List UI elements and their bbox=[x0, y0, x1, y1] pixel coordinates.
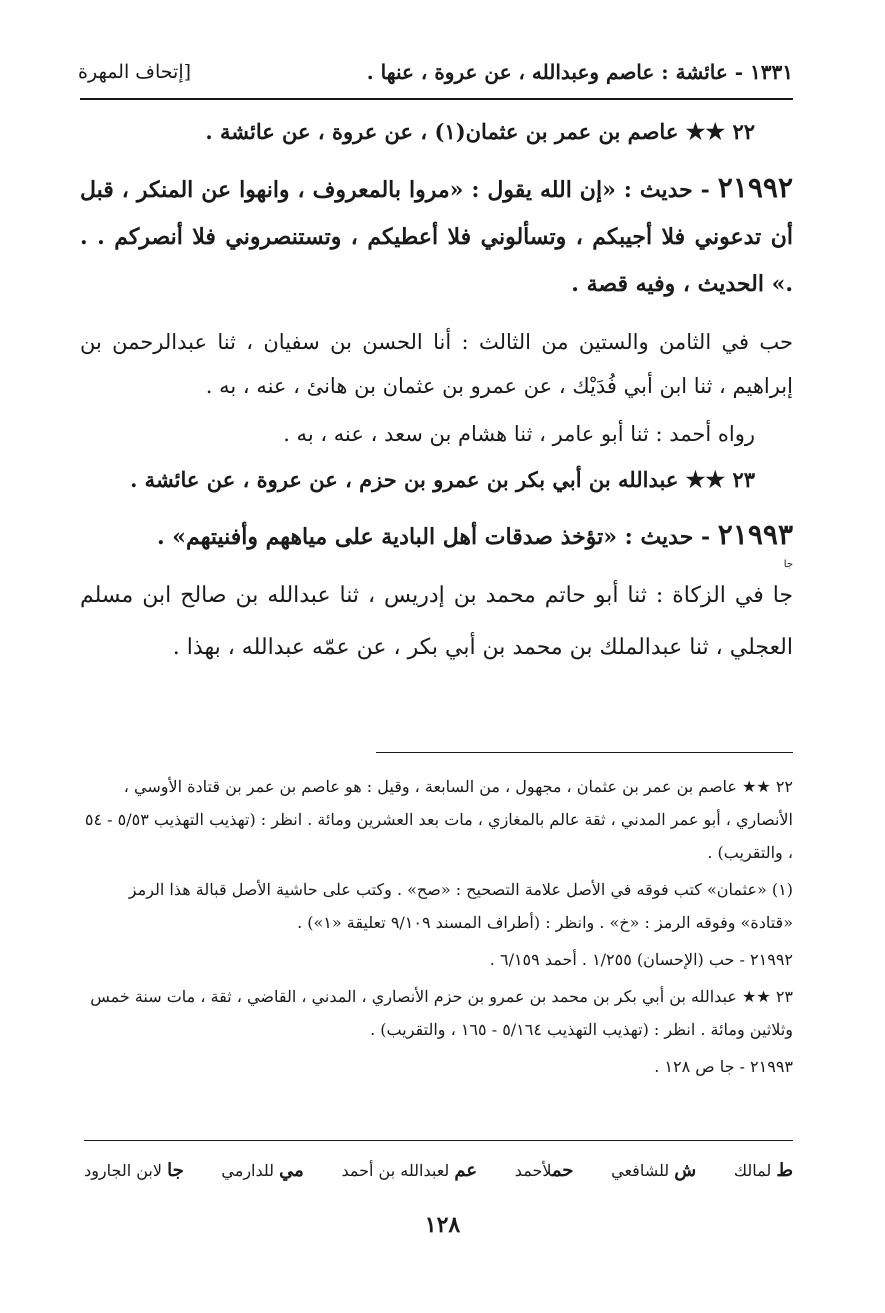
hadith-text: - حديث : «تؤخذ صدقات أهل البادية على مياههم وأفنيتهم» . bbox=[156, 524, 711, 550]
source-citation: جا في الزكاة : ثنا أبو حاتم محمد بن إدريس ، ثنا عبدالله بن صالح ابن مسلم العجلي ، ثنا عبدالملك بن محمد بن أبي بكر ، عن عمّه عبدالله ، بهذا . bbox=[80, 583, 793, 660]
footnote: ٢٢ ★★ عاصم بن عمر بن عثمان ، مجهول ، من السابعة ، وقيل : هو عاصم بن عمر بن قتادة الأوسي ، الأنصاري ، أبو عمر المدني ، ثقة عالم بالمغازي ، مات بعد العشرين ومائة . انظر : (تهذيب التهذيب ٥/٥٣ - ٥٤ ، والتقريب) . bbox=[84, 777, 793, 862]
footnote: (١) «عثمان» كتب فوقه في الأصل علامة التصحيح : «صح» . وكتب على حاشية الأصل قبالة هذا الرمز «قتادة» وفوقه الرمز : «خ» . وانظر : (أطراف المسند ٩/١٠٩ تعليقة «١») . bbox=[128, 880, 793, 932]
hadith-number: ٢١٩٩٢ bbox=[717, 171, 793, 204]
double-star-icon: ★★ bbox=[685, 467, 726, 493]
source-marker: جا bbox=[783, 559, 793, 570]
abbreviation-item: ط لمالك bbox=[733, 1159, 793, 1181]
narrator-text: عاصم بن عمر بن عثمان(١) ، عن عروة ، عن عائشة . bbox=[205, 119, 679, 144]
footnote-divider bbox=[376, 752, 793, 753]
abbreviation-item: مي للدارمي bbox=[221, 1159, 304, 1181]
narrator-number: ٢٣ bbox=[732, 467, 755, 492]
hadith-text: - حديث : «إن الله يقول : «مروا بالمعروف ، وانهوا عن المنكر ، قبل أن تدعوني فلا أجيبكم ، وتسألوني فلا أعطيكم ، وتستنصروني فلا أنصركم . . .» الحديث ، وفيه قصة . bbox=[80, 177, 793, 297]
footnotes bbox=[80, 770, 793, 1083]
header-divider bbox=[80, 98, 793, 100]
page-header bbox=[78, 52, 793, 92]
abbreviation-item: جا لابن الجارود bbox=[84, 1159, 184, 1181]
narrator-text: عبدالله بن أبي بكر بن عمرو بن حزم ، عن عروة ، عن عائشة . bbox=[130, 467, 679, 492]
abbreviations-legend bbox=[84, 1152, 793, 1188]
book-title: [إتحاف المهرة bbox=[78, 61, 192, 83]
double-star-icon: ★★ bbox=[685, 119, 726, 145]
hadith-entry bbox=[80, 164, 793, 308]
source-citation: حب في الثامن والستين من الثالث : أنا الحسن بن سفيان ، ثنا عبدالرحمن بن إبراهيم ، ثنا ابن أبي فُدَيْك ، عن عمرو بن عثمان بن هانئ ، عنه ، به . bbox=[80, 330, 793, 398]
page-number: ١٢٨ bbox=[424, 1212, 461, 1238]
footnote: ٢١٩٩٢ - حب (الإحسان) ١/٢٥٥ . أحمد ٦/١٥٩ . bbox=[489, 950, 793, 969]
abbreviations-divider bbox=[84, 1140, 793, 1141]
footnote: ٢١٩٩٣ - جا ص ١٢٨ . bbox=[654, 1057, 793, 1076]
main-text bbox=[80, 112, 793, 674]
section-title: ١٣٣١ - عائشة : عاصم وعبدالله ، عن عروة ، عنها . bbox=[366, 60, 793, 84]
narrator-heading bbox=[80, 112, 793, 152]
abbreviation-item: عم لعبدالله بن أحمد bbox=[341, 1159, 478, 1181]
narrator-heading bbox=[80, 460, 793, 500]
abbreviation-item: حملأحمد bbox=[514, 1159, 574, 1181]
hadith-number: ٢١٩٩٣ bbox=[717, 518, 793, 551]
source-citation: رواه أحمد : ثنا أبو عامر ، ثنا هشام بن سعد ، عنه ، به . bbox=[283, 422, 755, 446]
narrator-number: ٢٢ bbox=[732, 119, 755, 144]
footnote: ٢٣ ★★ عبدالله بن أبي بكر بن محمد بن عمرو بن حزم الأنصاري ، المدني ، القاضي ، ثقة ، مات سنة خمس وثلاثين ومائة . انظر : (تهذيب التهذيب ٥/١٦٤ - ١٦٥ ، والتقريب) . bbox=[90, 987, 793, 1039]
abbreviation-item: ش للشافعي bbox=[611, 1159, 697, 1181]
hadith-entry bbox=[80, 512, 793, 560]
